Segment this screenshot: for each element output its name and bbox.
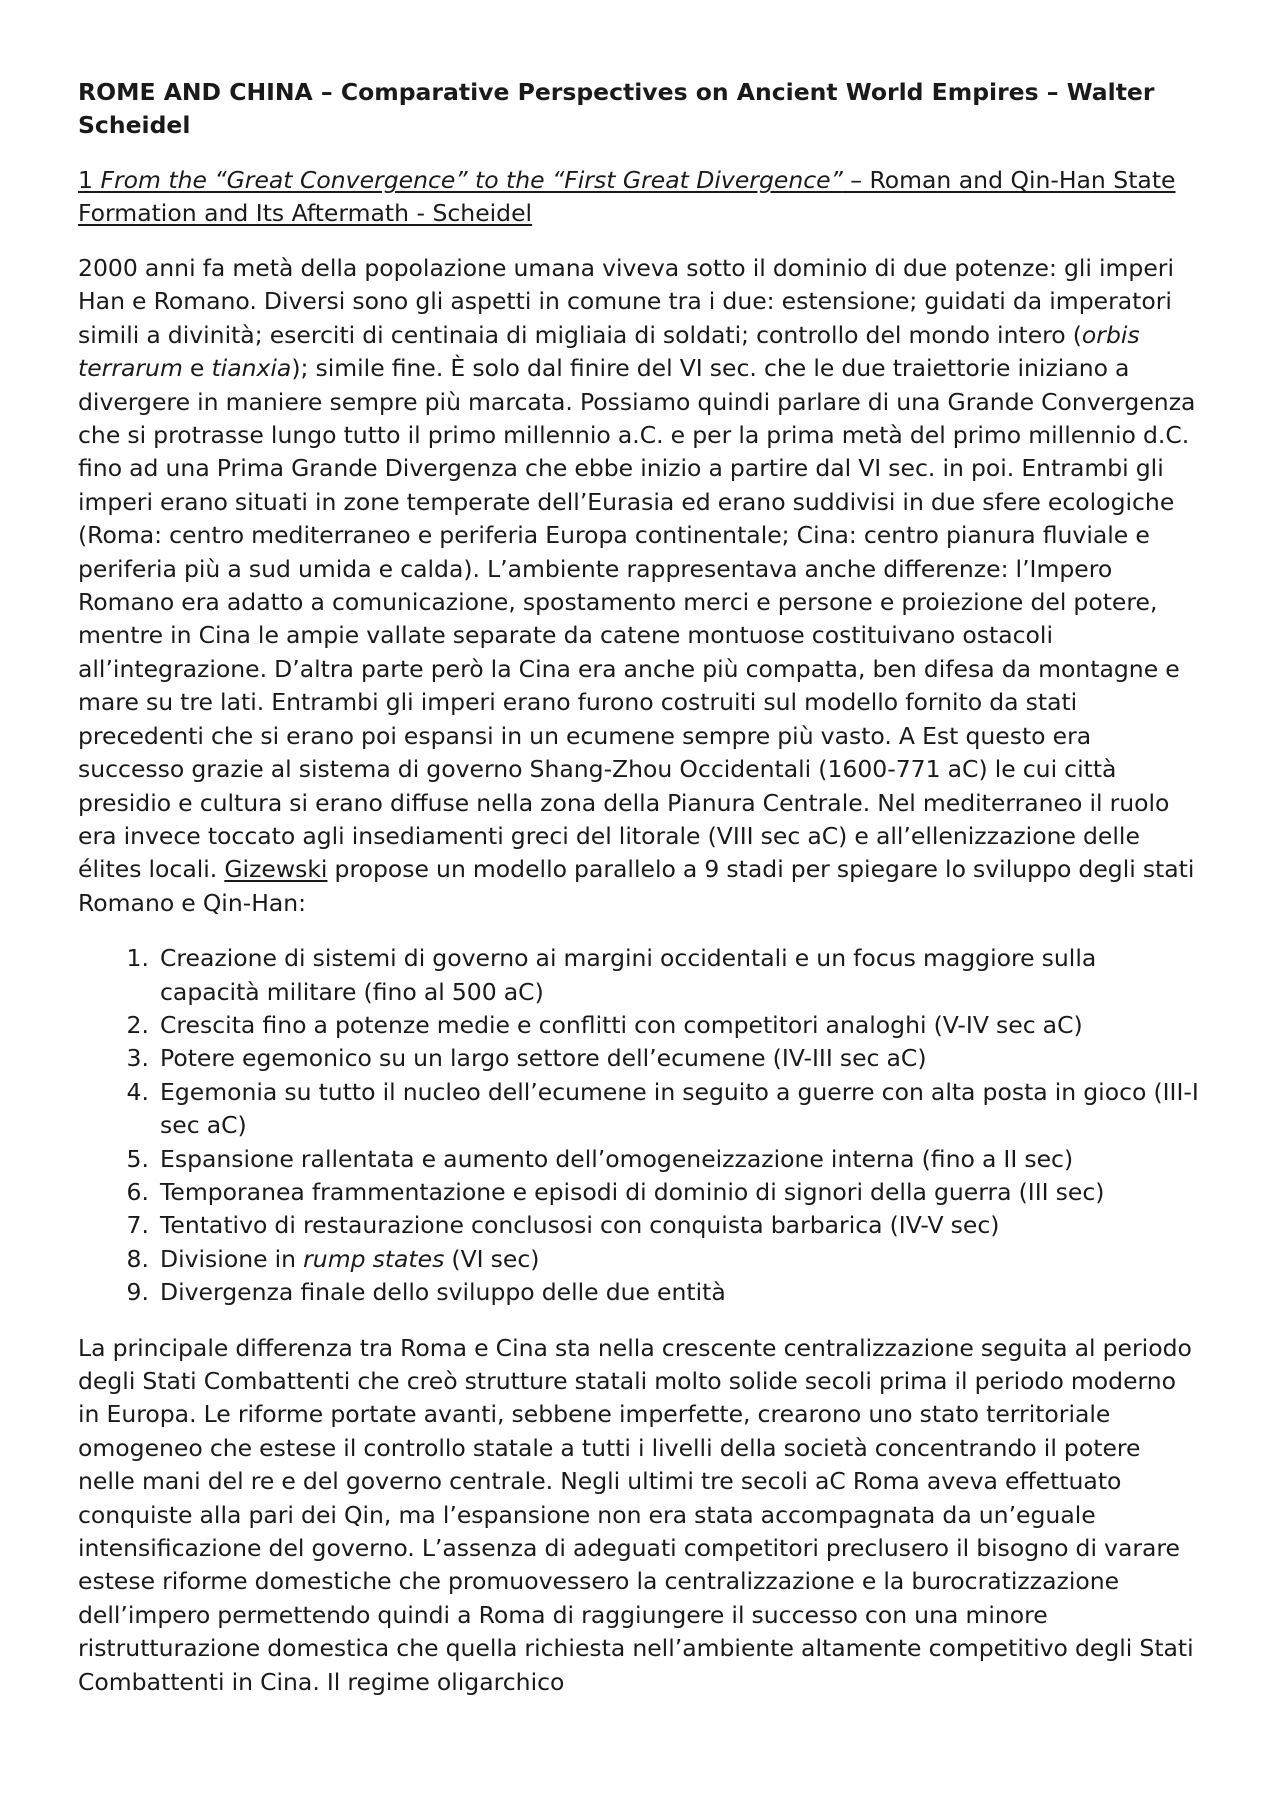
term-rump-states: rump states — [303, 1244, 445, 1273]
list-item: 4. Egemonia su tutto il nucleo dell’ecumene in seguito a guerre con alta posta in gioco (III-I sec aC) — [156, 1076, 1202, 1143]
intro-paragraph — [78, 252, 1202, 920]
gizewski-link[interactable]: Gizewski — [224, 855, 328, 884]
section-title-rest: – Roman and Qin-Han State Formation and Its Aftermath - Scheidel — [78, 166, 1176, 227]
list-item: 6. Temporanea frammentazione e episodi di dominio di signori della guerra (III sec) — [156, 1176, 1202, 1209]
closing-paragraph: La principale differenza tra Roma e Cina sta nella crescente centralizzazione seguita al periodo degli Stati Combattenti che creò strutture statali molto solide secoli prima il periodo moderno in Europa. Le riforme portate avanti, sebbene imperfette, crearono uno stato territoriale omogeneo che estese il controllo statale a tutti i livelli della società concentrando il potere nelle mani del re e del governo centrale. Negli ultimi tre secoli aC Roma aveva effettuato conquiste alla pari dei Qin, ma l’espansione non era stata accompagnata da un’eguale intensificazione del governo. L’assenza di adeguati competitori preclusero il bisogno di varare estese riforme domestiche che promuovessero la centralizzazione e la burocratizzazione dell’impero permettendo quindi a Roma di raggiungere il successo con una minore ristrutturazione domestica che quella richiesta nell’ambiente altamente competitivo degli Stati Combattenti in Cina. Il regime oligarchico — [78, 1333, 1194, 1696]
list-item: 9. Divergenza finale dello sviluppo delle due entità — [156, 1276, 1202, 1309]
section-heading — [78, 164, 1178, 230]
list-item: 3. Potere egemonico su un largo settore dell’ecumene (IV-III sec aC) — [156, 1042, 1202, 1075]
term-tianxia: tianxia — [211, 354, 292, 383]
intro-text-3: ); simile fine. È solo dal finire del VI sec. che le due traiettorie iniziano a divergere in maniere sempre più marcata. Possiamo quindi parlare di una Grande Convergenza che si protrasse lungo tutto il primo millennio a.C. e per la prima metà del primo millennio d.C. fino ad una Prima Grande Divergenza che ebbe inizio a partire dal VI sec. in poi. Entrambi gli imperi erano situati in zone temperate dell’Eurasia ed erano suddivisi in due sfere ecologiche (Roma: centro mediterraneo e periferia Europa continentale; Cina: centro pianura fluviale e periferia più a sud umida e calda). L’ambiente rappresentava anche differenze: l’Impero Romano era adatto a comunicazione, spostamento merci e persone e proiezione del potere, mentre in Cina le ampie vallate separate da catene montuose costituivano ostacoli all’integrazione. D’altra parte però la Cina era anche più compatta, ben difesa da montagne e mare su tre lati. Entrambi gli imperi erano furono costruiti sul modello fornito da stati precedenti che si erano poi espansi in un ecumene sempre più vasto. A Est questo era successo grazie al sistema di governo Shang-Zhou Occidentali (1600-771 aC) le cui città presidio e cultura si erano diffuse nella zona della Pianura Centrale. Nel mediterraneo il ruolo era invece toccato agli insediamenti greci del litorale (VIII sec aC) e all’ellenizzazione delle élites locali. — [78, 354, 1196, 884]
list-item-text: (VI sec) — [444, 1244, 540, 1273]
intro-text-1: 2000 anni fa metà della popolazione umana viveva sotto il dominio di due potenze: gli imperi Han e Romano. Diversi sono gli aspetti in comune tra i due: estensione; guidati da imperatori simili a divinità; eserciti di centinaia di migliaia di soldati; controllo del mondo intero ( — [78, 254, 1174, 349]
document-title: ROME AND CHINA – Comparative Perspectives on Ancient World Empires – Walter Scheidel — [78, 78, 1155, 139]
list-item-text: Divisione in — [160, 1244, 304, 1273]
term-orbis-terrarum: orbis terrarum — [78, 320, 1140, 383]
intro-text-4: propose un modello parallelo a 9 stadi per spiegare lo sviluppo degli stati Romano e Qin-Han: — [78, 855, 1195, 917]
section-number: 1 — [78, 166, 93, 194]
list-item: 2. Crescita fino a potenze medie e conflitti con competitori analoghi (V-IV sec aC) — [156, 1009, 1202, 1042]
stages-list — [78, 942, 1202, 1309]
section-title-italic: From the “Great Convergence” to the “First Great Divergence” — [100, 166, 843, 194]
list-item: 7. Tentativo di restaurazione conclusosi con conquista barbarica (IV-V sec) — [156, 1209, 1202, 1242]
list-item: 5. Espansione rallentata e aumento dell’omogeneizzazione interna (fino a II sec) — [156, 1143, 1202, 1176]
intro-text-2: e — [182, 354, 212, 383]
list-item — [156, 1243, 1202, 1276]
list-item: 1. Creazione di sistemi di governo ai margini occidentali e un focus maggiore sulla capacità militare (fino al 500 aC) — [156, 942, 1202, 1009]
